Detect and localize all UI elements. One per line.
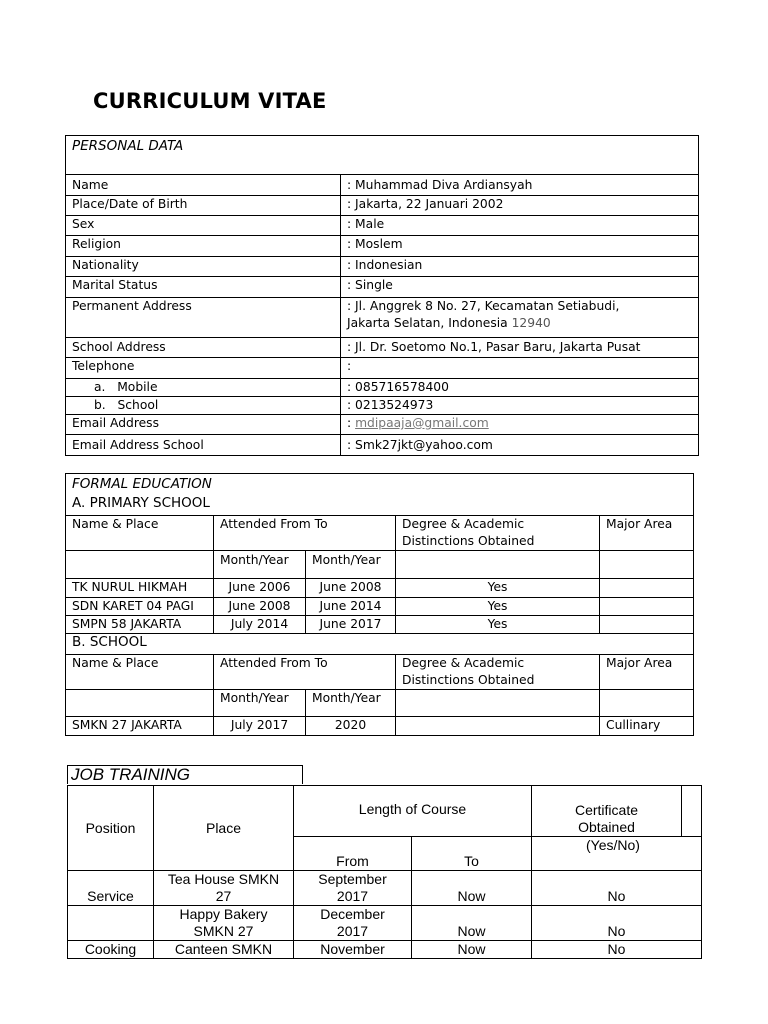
from-line1: December xyxy=(320,906,385,922)
major xyxy=(600,579,694,598)
sub-month-year-from: Month/Year xyxy=(214,551,306,579)
field-value: : 0213524973 xyxy=(341,397,699,415)
field-value: : xyxy=(341,358,699,379)
from xyxy=(294,871,412,906)
school-name: SMPN 58 JAKARTA xyxy=(66,616,214,634)
position xyxy=(68,906,154,941)
field-value: : 085716578400 xyxy=(341,379,699,397)
field-label: Name xyxy=(66,175,341,196)
col-major: Major Area xyxy=(600,655,694,690)
position: Cooking xyxy=(68,941,154,959)
place-line1: Canteen SMKN xyxy=(174,941,273,957)
address-line-2 xyxy=(347,315,692,332)
col-certificate xyxy=(532,786,682,837)
from-line1: November xyxy=(320,941,385,957)
field-value: : Single xyxy=(341,277,699,298)
col-place: Place xyxy=(154,786,294,871)
to-date: June 2008 xyxy=(306,579,396,598)
col-position: Position xyxy=(68,786,154,871)
list-label: School xyxy=(117,398,159,412)
col-attended: Attended From To xyxy=(214,655,396,690)
to: Now xyxy=(412,941,532,959)
school-heading: B. SCHOOL xyxy=(66,634,694,655)
field-value: : Jl. Dr. Soetomo No.1, Pasar Baru, Jakarta Pusat xyxy=(341,338,699,358)
certificate: No xyxy=(532,906,702,941)
from xyxy=(294,941,412,959)
school-name: TK NURUL HIKMAH xyxy=(66,579,214,598)
from xyxy=(294,906,412,941)
empty-cell xyxy=(682,786,702,837)
col-length-of-course: Length of Course xyxy=(294,786,532,837)
field-value: : Muhammad Diva Ardiansyah xyxy=(341,175,699,196)
major xyxy=(600,616,694,634)
list-bullet: b. xyxy=(94,398,106,412)
from-date: July 2017 xyxy=(214,717,306,736)
place xyxy=(154,941,294,959)
from-date: June 2006 xyxy=(214,579,306,598)
permanent-address-value xyxy=(341,298,699,338)
col-degree-line2: Distinctions Obtained xyxy=(402,534,535,548)
col-degree-line1: Degree & Academic xyxy=(402,656,525,670)
cert-line1: Certificate xyxy=(574,802,639,818)
school-name: SDN KARET 04 PAGI xyxy=(66,598,214,616)
to-date: June 2014 xyxy=(306,598,396,616)
empty-cell xyxy=(396,690,600,717)
sub-month-year-to: Month/Year xyxy=(306,551,396,579)
col-name-place: Name & Place xyxy=(66,655,214,690)
education-table xyxy=(65,473,694,736)
job-training-heading-box xyxy=(67,765,303,784)
phone-school-label xyxy=(66,397,341,415)
from-line2: 2017 xyxy=(336,888,369,904)
field-label: Marital Status xyxy=(66,277,341,298)
list-label: Mobile xyxy=(117,380,158,394)
field-label: Nationality xyxy=(66,257,341,277)
field-label: Telephone xyxy=(66,358,341,379)
major: Cullinary xyxy=(600,717,694,736)
degree: Yes xyxy=(396,616,600,634)
col-name-place: Name & Place xyxy=(66,516,214,551)
place-line1: Tea House SMKN xyxy=(167,871,280,887)
address-zip: 12940 xyxy=(511,316,551,330)
phone-mobile-label xyxy=(66,379,341,397)
col-major: Major Area xyxy=(600,516,694,551)
certificate: No xyxy=(532,871,702,906)
from-line2: 2017 xyxy=(336,923,369,939)
cert-line2: Obtained xyxy=(578,819,635,835)
list-bullet: a. xyxy=(94,380,106,394)
field-value: : Smk27jkt@yahoo.com xyxy=(341,435,699,456)
field-label: Sex xyxy=(66,216,341,236)
field-label: Email Address xyxy=(66,415,341,435)
empty-cell xyxy=(600,551,694,579)
sub-month-year-to: Month/Year xyxy=(306,690,396,717)
school-name: SMKN 27 JAKARTA xyxy=(66,717,214,736)
empty-cell xyxy=(66,690,214,717)
field-label: Religion xyxy=(66,236,341,257)
position: Service xyxy=(68,871,154,906)
from-date: July 2014 xyxy=(214,616,306,634)
field-value: : Moslem xyxy=(341,236,699,257)
field-value: : Indonesian xyxy=(341,257,699,277)
field-label: Permanent Address xyxy=(66,298,341,338)
degree: Yes xyxy=(396,579,600,598)
sub-month-year-from: Month/Year xyxy=(214,690,306,717)
degree xyxy=(396,717,600,736)
col-attended: Attended From To xyxy=(214,516,396,551)
to-date: 2020 xyxy=(306,717,396,736)
empty-cell xyxy=(600,690,694,717)
sub-to: To xyxy=(412,837,532,871)
address-city: Jakarta Selatan, Indonesia xyxy=(347,316,508,330)
personal-data-table xyxy=(65,135,699,456)
field-label: School Address xyxy=(66,338,341,358)
job-training-heading: JOB TRAINING xyxy=(71,765,191,784)
field-value: : Jakarta, 22 Januari 2002 xyxy=(341,196,699,216)
empty-cell xyxy=(396,551,600,579)
major xyxy=(600,598,694,616)
document-title: CURRICULUM VITAE xyxy=(93,89,327,113)
colon: : xyxy=(347,416,352,430)
empty-cell xyxy=(66,551,214,579)
degree: Yes xyxy=(396,598,600,616)
col-degree xyxy=(396,655,600,690)
from-date: June 2008 xyxy=(214,598,306,616)
sub-from: From xyxy=(294,837,412,871)
email-link[interactable]: mdipaaja@gmail.com xyxy=(355,416,489,430)
field-label: Place/Date of Birth xyxy=(66,196,341,216)
primary-school-heading: A. PRIMARY SCHOOL xyxy=(66,495,694,516)
from-line1: September xyxy=(318,871,387,887)
place-line2: 27 xyxy=(215,888,232,904)
personal-data-heading: PERSONAL DATA xyxy=(66,136,699,175)
col-degree-line2: Distinctions Obtained xyxy=(402,673,535,687)
to: Now xyxy=(412,871,532,906)
place-line1: Happy Bakery xyxy=(179,906,268,922)
education-heading: FORMAL EDUCATION xyxy=(66,474,694,495)
address-line-1: : Jl. Anggrek 8 No. 27, Kecamatan Setiabudi, xyxy=(347,299,620,313)
email-value xyxy=(341,415,699,435)
place-line2: SMKN 27 xyxy=(193,923,254,939)
field-value: : Male xyxy=(341,216,699,236)
place xyxy=(154,871,294,906)
cert-yes-no: (Yes/No) xyxy=(532,837,702,871)
to-date: June 2017 xyxy=(306,616,396,634)
col-degree xyxy=(396,516,600,551)
certificate: No xyxy=(532,941,702,959)
field-label: Email Address School xyxy=(66,435,341,456)
place xyxy=(154,906,294,941)
job-training-table xyxy=(67,785,702,959)
col-degree-line1: Degree & Academic xyxy=(402,517,525,531)
to: Now xyxy=(412,906,532,941)
